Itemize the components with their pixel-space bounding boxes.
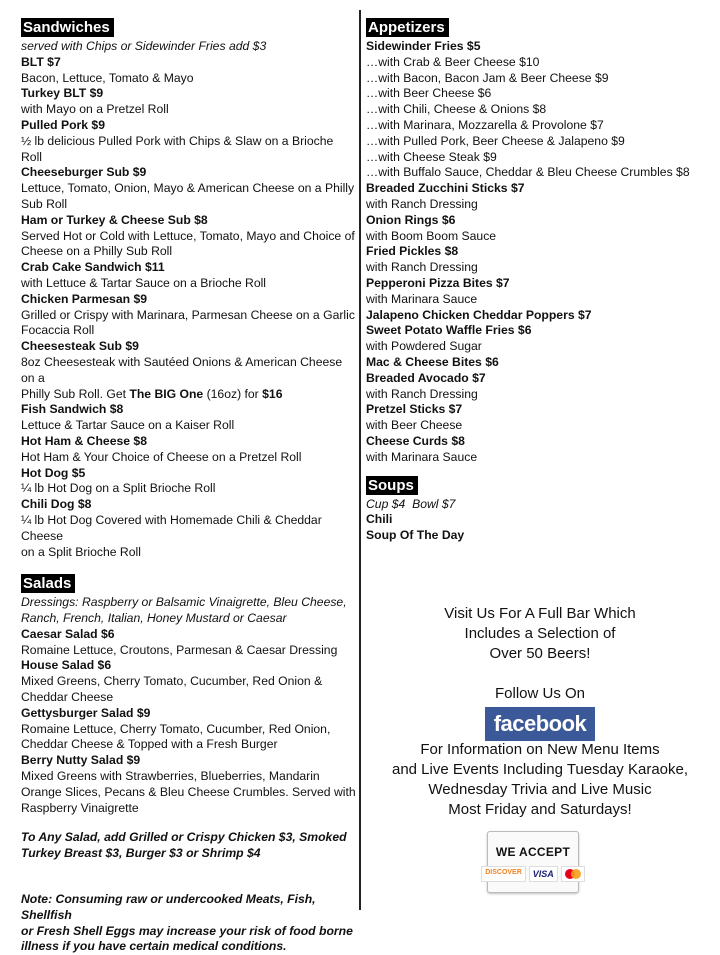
- salad-item-desc: Raspberry Vinaigrette: [21, 800, 139, 815]
- fries-variant-list: [366, 55, 712, 181]
- appetizer-item-desc: with Marinara Sauce: [366, 291, 478, 306]
- sandwich-item-desc: Sub Roll: [21, 196, 68, 211]
- sandwich-list: [21, 55, 357, 561]
- salad-item-name: House Salad $6: [21, 658, 112, 673]
- appetizer-list: [366, 181, 712, 465]
- sandwich-item-desc: Lettuce & Tartar Sauce on a Kaiser Roll: [21, 418, 235, 433]
- we-accept-label: WE ACCEPT: [495, 845, 571, 859]
- sandwich-item-desc: Lettuce, Tomato, Onion, Mayo & American Cheese on a Philly: [21, 181, 355, 196]
- salad-addon-line-2: Turkey Breast $3, Burger $3 or Shrimp $4: [21, 846, 261, 861]
- events-line-4: Most Friday and Saturdays!: [448, 801, 632, 818]
- big-one-price: $16: [262, 386, 283, 401]
- sandwich-item-name: BLT $7: [21, 54, 61, 69]
- sandwiches-heading: Sandwiches: [21, 18, 114, 37]
- sandwich-item-desc: with Lettuce & Tartar Sauce on a Brioche Roll: [21, 275, 267, 290]
- sandwich-item-name: Chicken Parmesan $9: [21, 291, 148, 306]
- sandwich-item-name: Pulled Pork $9: [21, 117, 105, 132]
- sandwich-item-desc: ¼ lb Hot Dog Covered with Homemade Chili & Cheddar Cheese: [21, 512, 322, 543]
- soup-item-soup-of-the-day: Soup Of The Day: [366, 528, 465, 543]
- events-line-1: For Information on New Menu Items: [420, 741, 660, 758]
- appetizer-item-name: Cheese Curds $8: [366, 433, 465, 448]
- sandwich-item-desc: 8oz Cheesesteak with Sautéed Onions & American Cheese on a: [21, 354, 343, 385]
- sandwich-item-desc: Bacon, Lettuce, Tomato & Mayo: [21, 70, 194, 85]
- sandwich-item-name: Crab Cake Sandwich $11: [21, 260, 165, 275]
- social-promo: [370, 684, 710, 741]
- appetizers-heading: Appetizers: [366, 18, 449, 37]
- salad-addon-line-1: To Any Salad, add Grilled or Crispy Chicken $3, Smoked: [21, 830, 347, 845]
- fries-variant: …with Beer Cheese $6: [366, 86, 492, 101]
- salad-item-name: Caesar Salad $6: [21, 626, 115, 641]
- sandwich-item-name: Chili Dog $8: [21, 497, 92, 512]
- salad-item-name: Gettysburger Salad $9: [21, 705, 151, 720]
- soups-note: Cup $4 Bowl $7: [366, 496, 456, 511]
- disclaimer-line-1: Note: Consuming raw or undercooked Meats, Fish, Shellfish: [21, 892, 316, 922]
- soups-heading: Soups: [366, 476, 418, 495]
- mastercard-icon: [561, 866, 585, 882]
- fries-variant: …with Bacon, Bacon Jam & Beer Cheese $9: [366, 70, 609, 85]
- bar-promo-line-1: Visit Us For A Full Bar Which: [444, 605, 636, 622]
- appetizer-item-desc: with Powdered Sugar: [366, 339, 482, 354]
- sandwich-item-name: Hot Ham & Cheese $8: [21, 433, 147, 448]
- appetizer-item-desc: with Beer Cheese: [366, 418, 463, 433]
- fries-variant: …with Marinara, Mozzarella & Provolone $7: [366, 117, 604, 132]
- big-one-name: The BIG One: [129, 386, 204, 401]
- sandwich-item-name: Hot Dog $5: [21, 465, 86, 480]
- cheesesteak-big-one-line: [21, 387, 357, 403]
- sandwich-item-desc: Hot Ham & Your Choice of Cheese on a Pretzel Roll: [21, 449, 302, 464]
- salad-item-desc: Mixed Greens, Cherry Tomato, Cucumber, Red Onion &: [21, 674, 323, 689]
- bar-promo-line-2: Includes a Selection of: [464, 625, 616, 642]
- appetizer-item-name: Fried Pickles $8: [366, 244, 459, 259]
- appetizer-item-desc: with Ranch Dressing: [366, 260, 478, 275]
- sandwiches-note: served with Chips or Sidewinder Fries add $3: [21, 39, 267, 53]
- appetizer-item-name: Pretzel Sticks $7: [366, 402, 463, 417]
- appetizer-item-desc: with Ranch Dressing: [366, 386, 478, 401]
- salads-dressings-line-1: Dressings: Raspberry or Balsamic Vinaigrette, Bleu Cheese,: [21, 595, 347, 610]
- facebook-logo[interactable]: facebook: [485, 707, 596, 741]
- sandwich-item-desc: ¼ lb Hot Dog on a Split Brioche Roll: [21, 481, 216, 496]
- events-promo: [370, 740, 710, 820]
- salad-list: [21, 627, 357, 817]
- sandwich-item-name: Fish Sandwich $8: [21, 402, 124, 417]
- payment-card-badge: [487, 831, 579, 893]
- fries-variant: …with Buffalo Sauce, Cheddar & Bleu Cheese Crumbles $8: [366, 165, 690, 180]
- visa-icon: VISA: [529, 866, 558, 882]
- bar-promo-line-3: Over 50 Beers!: [489, 645, 591, 662]
- appetizer-item-desc: with Marinara Sauce: [366, 449, 478, 464]
- appetizer-item-name: Sweet Potato Waffle Fries $6: [366, 323, 532, 338]
- right-column: [366, 18, 712, 544]
- sandwich-item-name: Cheesesteak Sub $9: [21, 339, 139, 354]
- appetizer-item-name: Breaded Avocado $7: [366, 370, 486, 385]
- appetizer-item-name: Onion Rings $6: [366, 212, 456, 227]
- salad-item-desc: Romaine Lettuce, Croutons, Parmesan & Caesar Dressing: [21, 642, 338, 657]
- fries-variant: …with Crab & Beer Cheese $10: [366, 54, 540, 69]
- appetizer-item-name: Pepperoni Pizza Bites $7: [366, 275, 510, 290]
- sandwich-item-desc: Focaccia Roll: [21, 323, 95, 338]
- events-line-2: and Live Events Including Tuesday Karaoke,: [391, 761, 689, 778]
- sandwich-item-desc: with Mayo on a Pretzel Roll: [21, 102, 169, 117]
- left-column: [21, 18, 357, 955]
- fries-variant: …with Chili, Cheese & Onions $8: [366, 102, 547, 117]
- sandwich-item-desc: Grilled or Crispy with Marinara, Parmesan Cheese on a Garlic: [21, 307, 355, 322]
- events-line-3: Wednesday Trivia and Live Music: [428, 781, 652, 798]
- salad-item-desc: Mixed Greens with Strawberries, Blueberries, Mandarin: [21, 769, 320, 784]
- fries-variant: …with Cheese Steak $9: [366, 149, 497, 164]
- appetizer-item-name: Jalapeno Chicken Cheddar Poppers $7: [366, 307, 592, 322]
- bar-promo: [370, 604, 710, 664]
- appetizer-item-name: Breaded Zucchini Sticks $7: [366, 181, 525, 196]
- salads-heading: Salads: [21, 574, 75, 593]
- sandwich-item-desc: Served Hot or Cold with Lettuce, Tomato, Mayo and Choice of: [21, 228, 355, 243]
- card-logos: [485, 866, 578, 882]
- big-one-pre: Philly Sub Roll. Get: [21, 386, 130, 401]
- salad-item-desc: Orange Slices, Pecans & Bleu Cheese Crumbles. Served with: [21, 784, 356, 799]
- sandwich-item-desc: on a Split Brioche Roll: [21, 544, 141, 559]
- disclaimer-line-2: or Fresh Shell Eggs may increase your risk of food borne: [21, 923, 353, 938]
- appetizer-item-name: Mac & Cheese Bites $6: [366, 354, 499, 369]
- salads-dressings-line-2: Ranch, French, Italian, Honey Mustard or Caesar: [21, 611, 287, 626]
- sidewinder-fries-title: Sidewinder Fries $5: [366, 39, 481, 53]
- salad-item-desc: Cheddar Cheese & Topped with a Fresh Burger: [21, 737, 278, 752]
- appetizer-item-desc: with Ranch Dressing: [366, 196, 478, 211]
- soup-item-chili: Chili: [366, 512, 393, 527]
- fries-variant: …with Pulled Pork, Beer Cheese & Jalapeno $9: [366, 133, 625, 148]
- sandwich-item-name: Cheeseburger Sub $9: [21, 165, 147, 180]
- salad-item-desc: Romaine Lettuce, Cherry Tomato, Cucumber, Red Onion,: [21, 721, 331, 736]
- sandwich-item-desc: ½ lb delicious Pulled Pork with Chips & Slaw on a Brioche Roll: [21, 133, 334, 164]
- salad-item-name: Berry Nutty Salad $9: [21, 753, 141, 768]
- big-one-size: (16oz) for: [203, 386, 263, 401]
- discover-icon: DISCOVER: [481, 866, 526, 882]
- sandwich-item-name: Turkey BLT $9: [21, 86, 104, 101]
- disclaimer-line-3: illness if you have certain medical conditions.: [21, 939, 287, 954]
- salad-item-desc: Cheddar Cheese: [21, 690, 114, 705]
- sandwich-item-desc: Cheese on a Philly Sub Roll: [21, 244, 173, 259]
- appetizer-item-desc: with Boom Boom Sauce: [366, 228, 497, 243]
- column-divider: [359, 10, 361, 910]
- sandwich-item-name: Ham or Turkey & Cheese Sub $8: [21, 212, 208, 227]
- follow-us-text: Follow Us On: [494, 685, 586, 702]
